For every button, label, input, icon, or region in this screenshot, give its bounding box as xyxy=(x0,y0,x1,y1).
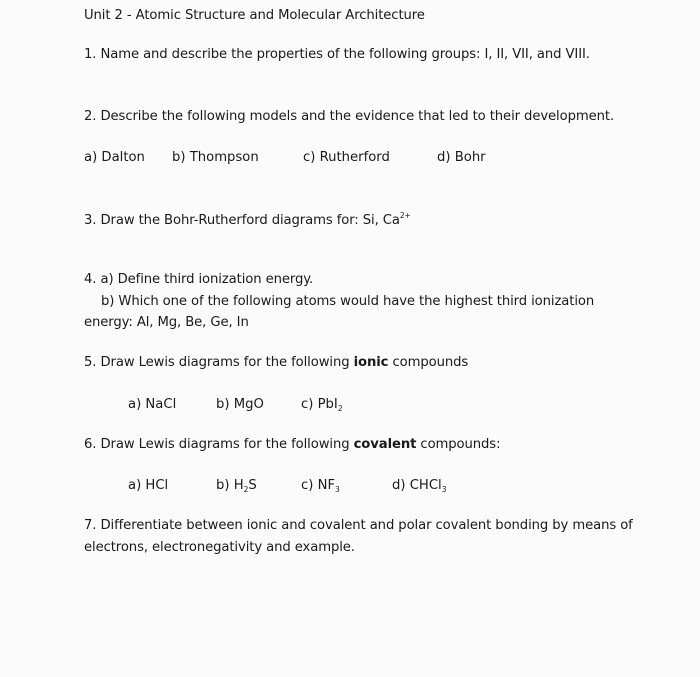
q2-option-b: b) Thompson xyxy=(172,150,259,165)
q2-option-c: c) Rutherford xyxy=(303,150,390,165)
question-7-line-2: electrons, electronegativity and example. xyxy=(84,540,355,555)
q6-option-b xyxy=(216,478,257,494)
q2-option-a: a) Dalton xyxy=(84,150,145,165)
q6-text-pre: 6. Draw Lewis diagrams for the following xyxy=(84,437,354,452)
q5-text-post: compounds xyxy=(388,355,469,370)
question-1: 1. Name and describe the properties of the following groups: I, II, VII, and VIII. xyxy=(84,47,590,62)
q6-option-d xyxy=(392,478,447,494)
question-6 xyxy=(84,437,500,452)
question-4b: b) Which one of the following atoms would have the highest third ionization xyxy=(101,294,595,309)
calcium-charge: 2+ xyxy=(399,211,411,220)
question-7-line-1: 7. Differentiate between ionic and covalent and polar covalent bonding by means of xyxy=(84,518,633,533)
q6-option-b-text-end: S xyxy=(248,478,257,493)
unit-title: Unit 2 - Atomic Structure and Molecular Architecture xyxy=(84,8,425,23)
question-5 xyxy=(84,355,468,370)
question-3-text: 3. Draw the Bohr-Rutherford diagrams for: Si, Ca xyxy=(84,213,400,228)
q5-option-a: a) NaCl xyxy=(128,397,177,412)
question-2: 2. Describe the following models and the evidence that led to their development. xyxy=(84,109,615,124)
q5-option-c-text: c) PbI xyxy=(301,397,338,412)
q6-option-d-subscript: 3 xyxy=(441,485,447,494)
q6-option-d-text: d) CHCl xyxy=(392,478,442,493)
q6-option-a: a) HCl xyxy=(128,478,169,493)
q5-text-pre: 5. Draw Lewis diagrams for the following xyxy=(84,355,354,370)
q6-text-bold: covalent xyxy=(353,437,417,452)
q5-option-c-subscript: 2 xyxy=(337,404,343,413)
q5-option-b: b) MgO xyxy=(216,397,264,412)
q6-option-c-subscript: 3 xyxy=(335,485,340,494)
q6-option-c-text: c) NF xyxy=(301,478,336,493)
question-4a: 4. a) Define third ionization energy. xyxy=(84,272,314,287)
q5-option-c xyxy=(301,397,343,413)
q5-text-bold: ionic xyxy=(353,355,389,370)
q6-option-c xyxy=(301,478,340,494)
q2-option-d: d) Bohr xyxy=(437,150,486,165)
question-3 xyxy=(84,211,411,228)
q6-text-post: compounds: xyxy=(416,437,501,452)
question-4b-atoms: energy: Al, Mg, Be, Ge, In xyxy=(84,315,249,330)
q6-option-b-subscript: 2 xyxy=(243,485,249,494)
q6-option-b-text: b) H xyxy=(216,478,244,493)
